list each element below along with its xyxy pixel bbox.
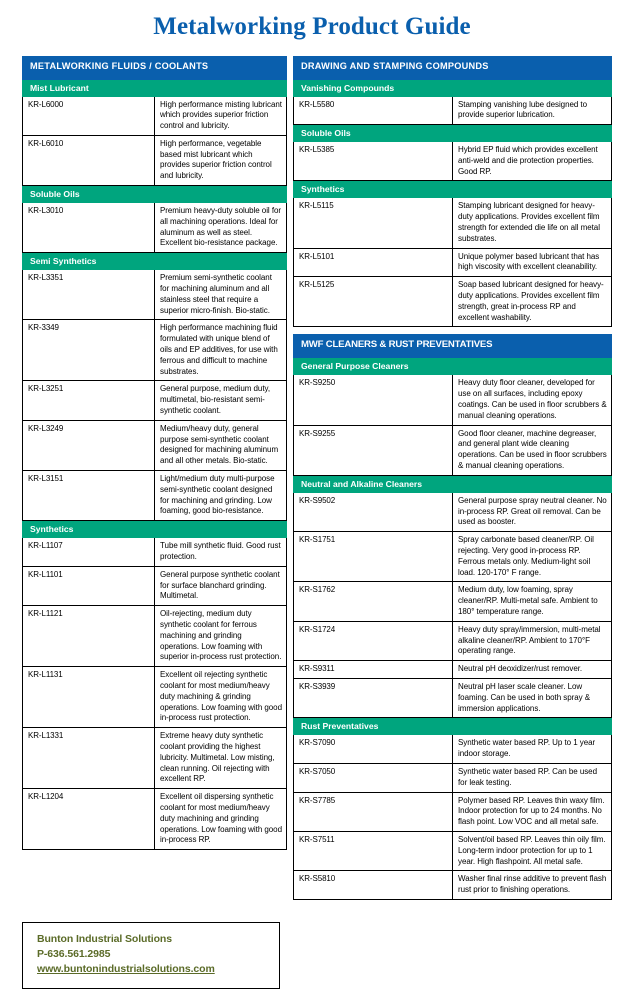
- table-group-header: [23, 79, 287, 96]
- table-row: [23, 667, 287, 728]
- table-group-header: [294, 475, 612, 492]
- product-description: High performance misting lubricant which provides superior friction control and lubricity.: [155, 96, 287, 135]
- product-description: Extreme heavy duty synthetic coolant providing the highest lubricity. Multimetal. Low misting, clean running. Oil rejecting with excellent RP.: [155, 728, 287, 789]
- table-group-header: [294, 79, 612, 96]
- table-row: [294, 678, 612, 717]
- product-code: KR-L3010: [23, 203, 155, 253]
- table-group-header: [23, 521, 287, 538]
- table-row: [294, 792, 612, 831]
- product-code: KR-L3351: [23, 270, 155, 320]
- product-description: Soap based lubricant designed for heavy-duty applications. Provides excellent film strength, great in-process RP and excellent washability.: [453, 277, 612, 327]
- product-description: General purpose, medium duty, multimetal, bio-resistant semi-synthetic coolant.: [155, 381, 287, 420]
- product-description: Stamping lubricant designed for heavy-duty applications. Provides excellent film strength for extended die life on all metal substrates.: [453, 198, 612, 248]
- table-group-header-label: Mist Lubricant: [23, 79, 287, 96]
- product-code: KR-S9502: [294, 492, 453, 531]
- table-section-header: [294, 335, 612, 358]
- product-description: Premium semi-synthetic coolant for machining aluminum and all stainless steel that require a superior micro-finish. Bio-static.: [155, 270, 287, 320]
- table-row: [294, 425, 612, 475]
- product-code: KR-L5385: [294, 142, 453, 181]
- two-column-layout: [0, 56, 624, 900]
- product-table: [22, 56, 287, 851]
- table-group-header-label: Soluble Oils: [294, 125, 612, 142]
- product-code: KR-S1762: [294, 582, 453, 621]
- product-table: [293, 334, 612, 899]
- table-row: [23, 538, 287, 567]
- product-description: Polymer based RP. Leaves thin waxy film. Indoor protection for up to 24 months. No flash point. Low VOC and all metal safe.: [453, 792, 612, 831]
- product-code: KR-S5810: [294, 871, 453, 900]
- table-row: [294, 492, 612, 531]
- product-code: KR-S7511: [294, 831, 453, 870]
- table-group-header-label: Neutral and Alkaline Cleaners: [294, 475, 612, 492]
- table-row: [23, 606, 287, 667]
- product-description: Neutral pH laser scale cleaner. Low foaming. Can be used in both spray & immersion applications.: [453, 678, 612, 717]
- table-row: [294, 831, 612, 870]
- product-description: Spray carbonate based cleaner/RP. Oil rejecting. Very good in-process RP. Ferrous metals only. Medium-light soil load. 120-170° F range.: [453, 532, 612, 582]
- product-code: KR-L5125: [294, 277, 453, 327]
- product-description: Synthetic water based RP. Can be used for leak testing.: [453, 763, 612, 792]
- product-description: Light/medium duty multi-purpose semi-synthetic coolant designed for machining and grinding. Low foaming, good bio-resistance.: [155, 471, 287, 521]
- product-description: Solvent/oil based RP. Leaves thin oily film. Long-term indoor protection for up to 1 year. High flashpoint. All metal safe.: [453, 831, 612, 870]
- product-code: KR-S1724: [294, 621, 453, 660]
- product-code: KR-S7785: [294, 792, 453, 831]
- table-row: [294, 735, 612, 764]
- product-code: KR-S7090: [294, 735, 453, 764]
- product-description: Washer final rinse additive to prevent flash rust prior to finishing operations.: [453, 871, 612, 900]
- product-description: Oil-rejecting, medium duty synthetic coolant for ferrous machining and grinding operations. Low foaming with superior in-process rust protection.: [155, 606, 287, 667]
- table-group-header: [294, 358, 612, 375]
- product-code: KR-L1204: [23, 789, 155, 850]
- product-code: KR-S9250: [294, 375, 453, 425]
- product-description: Medium duty, low foaming, spray cleaner/RP. Multi-metal safe. Ambient to 180° temperature range.: [453, 582, 612, 621]
- table-row: [23, 96, 287, 135]
- table-section-header: [23, 56, 287, 79]
- product-description: Synthetic water based RP. Up to 1 year indoor storage.: [453, 735, 612, 764]
- table-group-header: [294, 181, 612, 198]
- product-description: Neutral pH deoxidizer/rust remover.: [453, 661, 612, 679]
- page-title: Metalworking Product Guide: [153, 13, 471, 40]
- table-row: [294, 248, 612, 277]
- product-table: [293, 56, 612, 328]
- product-code: KR-L1331: [23, 728, 155, 789]
- product-code: KR-S3939: [294, 678, 453, 717]
- product-code: KR-L1131: [23, 667, 155, 728]
- company-website[interactable]: www.buntonindustrialsolutions.com: [37, 963, 215, 976]
- product-description: High performance, vegetable based mist lubricant which provides superior friction control and lubricity.: [155, 135, 287, 185]
- table-row: [294, 582, 612, 621]
- table-group-header-label: Vanishing Compounds: [294, 79, 612, 96]
- product-description: Excellent oil dispersing synthetic coolant for most medium/heavy duty machining and grinding operations. Low foaming with good in-process RP.: [155, 789, 287, 850]
- table-row: [23, 270, 287, 320]
- product-description: General purpose synthetic coolant for surface blanchard grinding. Multimetal.: [155, 566, 287, 605]
- left-column: [22, 56, 287, 851]
- table-row: [294, 532, 612, 582]
- table-group-header-label: Synthetics: [294, 181, 612, 198]
- table-row: [23, 420, 287, 470]
- product-description: Tube mill synthetic fluid. Good rust protection.: [155, 538, 287, 567]
- table-row: [23, 381, 287, 420]
- product-code: KR-S7050: [294, 763, 453, 792]
- table-group-header-label: Soluble Oils: [23, 186, 287, 203]
- product-code: KR-S9311: [294, 661, 453, 679]
- table-row: [23, 203, 287, 253]
- product-description: Excellent oil rejecting synthetic coolant for most medium/heavy duty machining & grinding operations. Low foaming with good in-process rust protection.: [155, 667, 287, 728]
- product-code: KR-L3151: [23, 471, 155, 521]
- table-row: [23, 320, 287, 381]
- table-group-header: [23, 253, 287, 270]
- table-group-header-label: General Purpose Cleaners: [294, 358, 612, 375]
- table-group-header-label: Semi Synthetics: [23, 253, 287, 270]
- table-row: [294, 277, 612, 327]
- table-row: [23, 566, 287, 605]
- table-section-header-label: DRAWING AND STAMPING COMPOUNDS: [294, 56, 612, 79]
- table-group-header: [294, 125, 612, 142]
- table-row: [294, 96, 612, 125]
- right-column: [293, 56, 612, 900]
- product-code: KR-L3249: [23, 420, 155, 470]
- product-description: Heavy duty spray/immersion, multi-metal alkaline cleaner/RP. Ambient to 170°F operating range.: [453, 621, 612, 660]
- table-row: [23, 471, 287, 521]
- product-description: General purpose spray neutral cleaner. No in-process RP. Great oil removal. Can be used as booster.: [453, 492, 612, 531]
- table-row: [23, 135, 287, 185]
- table-row: [23, 789, 287, 850]
- table-row: [294, 763, 612, 792]
- table-group-header-label: Synthetics: [23, 521, 287, 538]
- company-name: Bunton Industrial Solutions: [37, 932, 172, 945]
- product-code: KR-L5580: [294, 96, 453, 125]
- table-row: [294, 198, 612, 248]
- product-description: Hybrid EP fluid which provides excellent anti-weld and die protection properties. Good RP.: [453, 142, 612, 181]
- table-row: [294, 142, 612, 181]
- product-code: KR-L1121: [23, 606, 155, 667]
- contact-block: [22, 922, 280, 989]
- table-section-header-label: MWF CLEANERS & RUST PREVENTATIVES: [294, 335, 612, 358]
- product-code: KR-S1751: [294, 532, 453, 582]
- product-description: Good floor cleaner, machine degreaser, and general plant wide cleaning operations. Can be used in floor scrubbers & manual cleaning operations.: [453, 425, 612, 475]
- table-row: [294, 661, 612, 679]
- product-description: Heavy duty floor cleaner, developed for use on all surfaces, including epoxy coatings. Can be used in floor scrubbers & manual cleaning operations.: [453, 375, 612, 425]
- product-code: KR-L3251: [23, 381, 155, 420]
- product-code: KR-S9255: [294, 425, 453, 475]
- table-section-header: [294, 56, 612, 79]
- product-description: Stamping vanishing lube designed to provide superior lubrication.: [453, 96, 612, 125]
- product-code: KR-L6000: [23, 96, 155, 135]
- product-description: Unique polymer based lubricant that has high viscosity with excellent cleanability.: [453, 248, 612, 277]
- table-row: [294, 375, 612, 425]
- table-group-header-label: Rust Preventatives: [294, 718, 612, 735]
- product-description: High performance machining fluid formulated with unique blend of oils and EP additives, for use with ferrous and difficult to machine substrates.: [155, 320, 287, 381]
- product-code: KR-L1101: [23, 566, 155, 605]
- product-code: KR-L6010: [23, 135, 155, 185]
- table-group-header: [23, 186, 287, 203]
- table-row: [294, 621, 612, 660]
- product-code: KR-L5115: [294, 198, 453, 248]
- product-description: Premium heavy-duty soluble oil for all machining operations. Ideal for aluminum as well as steel. Excellent bio-resistance package.: [155, 203, 287, 253]
- product-code: KR-L1107: [23, 538, 155, 567]
- table-group-header: [294, 718, 612, 735]
- product-description: Medium/heavy duty, general purpose semi-synthetic coolant designed for machining aluminum and all other metals. Bio-static.: [155, 420, 287, 470]
- table-row: [23, 728, 287, 789]
- company-phone: P-636.561.2985: [37, 948, 111, 961]
- table-section-header-label: METALWORKING FLUIDS / COOLANTS: [23, 56, 287, 79]
- product-code: KR-3349: [23, 320, 155, 381]
- product-code: KR-L5101: [294, 248, 453, 277]
- table-row: [294, 871, 612, 900]
